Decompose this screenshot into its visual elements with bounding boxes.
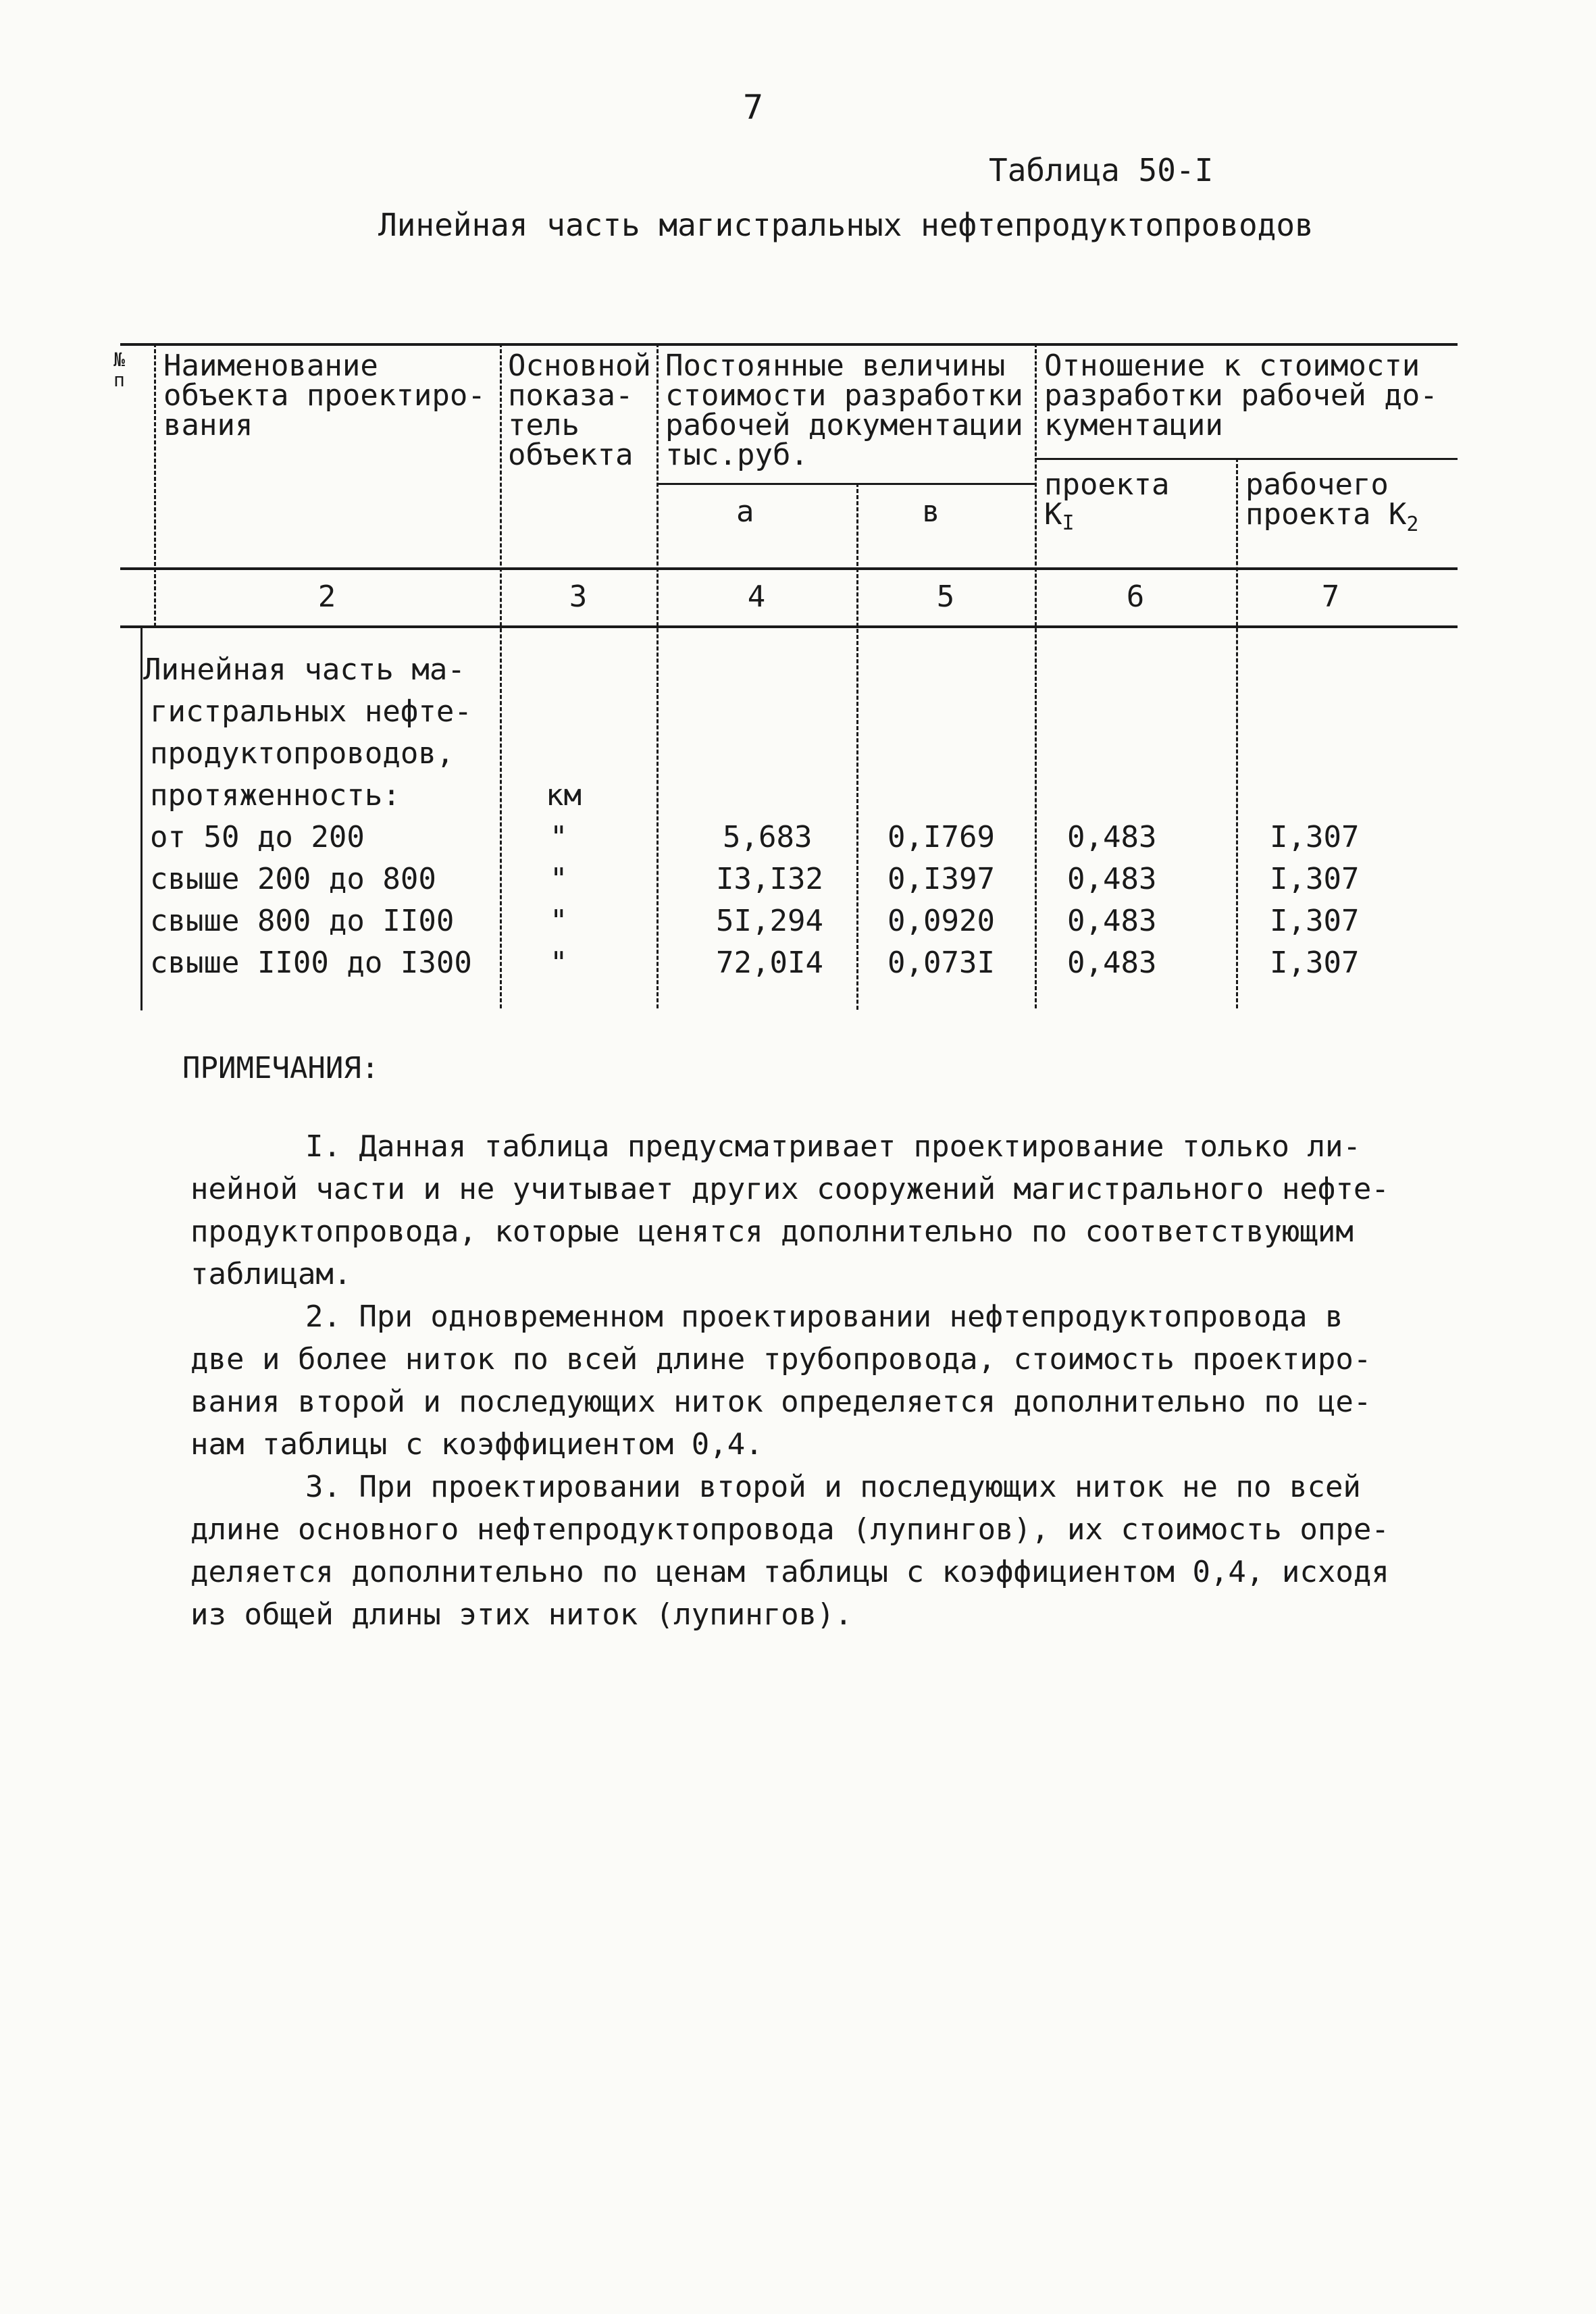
note-line: две и более ниток по всей длине трубопровода, стоимость проектиро- <box>190 1342 1372 1377</box>
subheader-rule-k <box>1035 458 1458 460</box>
value-k2: I,307 <box>1270 862 1360 896</box>
value-k1: 0,483 <box>1067 862 1157 896</box>
column-number: 7 <box>1321 580 1340 614</box>
value-a: 72,0I4 <box>716 946 823 980</box>
group-label-line: гистральных нефте- <box>150 694 472 729</box>
group-label-line: Линейная часть ма- <box>143 652 465 687</box>
value-k1: 0,483 <box>1067 820 1157 854</box>
value-b: 0,I769 <box>887 820 995 854</box>
vrule-5 <box>1035 343 1039 1008</box>
column-number: 4 <box>747 580 766 614</box>
row-unit: " <box>550 904 568 938</box>
value-k2: I,307 <box>1270 820 1360 854</box>
header-col1: № п <box>113 349 125 391</box>
table-label: Таблица 50-I <box>989 152 1214 188</box>
row-label: свыше 200 до 800 <box>150 862 436 896</box>
subheader-rule-ab <box>657 483 1035 485</box>
note-3 <box>190 1466 1389 1636</box>
value-a: 5,683 <box>723 820 813 854</box>
note-line: 3. При проектировании второй и последующих ниток не по всей <box>305 1470 1361 1504</box>
vrule-3 <box>657 343 661 1008</box>
vrule-2 <box>500 343 504 1008</box>
note-line: нам таблицы с коэффициентом 0,4. <box>190 1427 763 1462</box>
vrule-6 <box>1236 458 1240 1008</box>
note-2 <box>190 1295 1371 1466</box>
value-k1: 0,483 <box>1067 946 1157 980</box>
note-line: таблицам. <box>190 1257 352 1291</box>
value-b: 0,073I <box>887 946 995 980</box>
value-b: 0,0920 <box>887 904 995 938</box>
value-b: 0,I397 <box>887 862 995 896</box>
group-label-line: протяженность: <box>150 778 401 813</box>
column-numbers-rule <box>120 625 1458 628</box>
price-table <box>0 0 1596 1027</box>
row-unit: " <box>550 820 568 854</box>
column-number: 2 <box>317 580 336 614</box>
value-k1: 0,483 <box>1067 904 1157 938</box>
header-bottom-rule <box>120 567 1458 570</box>
row-unit: " <box>550 862 568 896</box>
column-number: 3 <box>569 580 588 614</box>
header-col3: Основной показа- тель объекта <box>508 349 651 472</box>
column-number: 5 <box>936 580 955 614</box>
value-k2: I,307 <box>1270 904 1360 938</box>
note-line: нейной части и не учитывает других сооружений магистрального нефте- <box>190 1172 1389 1206</box>
header-col4: а <box>736 494 754 529</box>
table-top-rule <box>120 343 1458 346</box>
header-col45: Постоянные величины стоимости разработки рабочей документации тыс.руб. <box>665 349 1023 472</box>
note-line: деляется дополнительно по ценам таблицы с коэффициентом 0,4, исходя <box>190 1555 1389 1589</box>
row-label: свыше II00 до I300 <box>150 946 472 980</box>
group-label-line: продуктопроводов, <box>150 736 455 771</box>
value-k2: I,307 <box>1270 946 1360 980</box>
column-number: 6 <box>1126 580 1145 614</box>
note-line: вания второй и последующих ниток определяется дополнительно по це- <box>190 1385 1372 1419</box>
note-line: длине основного нефтепродуктопровода (лупингов), их стоимость опре- <box>190 1512 1389 1547</box>
notes-heading: ПРИМЕЧАНИЯ: <box>182 1051 380 1085</box>
row-label: свыше 800 до II00 <box>150 904 455 938</box>
header-col6: проекта КI <box>1044 467 1170 535</box>
document-title: Линейная часть магистральных нефтепродуктопроводов <box>378 207 1314 243</box>
vrule-4 <box>856 483 860 1010</box>
note-1 <box>190 1125 1389 1295</box>
note-line: 2. При одновременном проектировании нефтепродуктопровода в <box>305 1300 1343 1334</box>
header-col67: Отношение к стоимости разработки рабочей до- кументации <box>1044 349 1438 442</box>
header-col7: рабочего проекта $К_2$ <box>1245 467 1419 536</box>
header-col2: Наименование объекта проектиро- вания <box>163 349 486 442</box>
value-a: 5I,294 <box>716 904 823 938</box>
row-unit: " <box>550 946 568 980</box>
note-line: из общей длины этих ниток (лупингов). <box>190 1597 853 1632</box>
note-line: продуктопровода, которые ценятся дополнительно по соответствующим <box>190 1214 1354 1249</box>
value-a: I3,I32 <box>716 862 823 896</box>
row-label: от 50 до 200 <box>150 820 365 854</box>
unit-label: км <box>546 778 582 813</box>
note-line: I. Данная таблица предусматривает проектирование только ли- <box>305 1129 1361 1164</box>
page-number: 7 <box>743 88 764 127</box>
header-col5: в <box>922 494 940 529</box>
